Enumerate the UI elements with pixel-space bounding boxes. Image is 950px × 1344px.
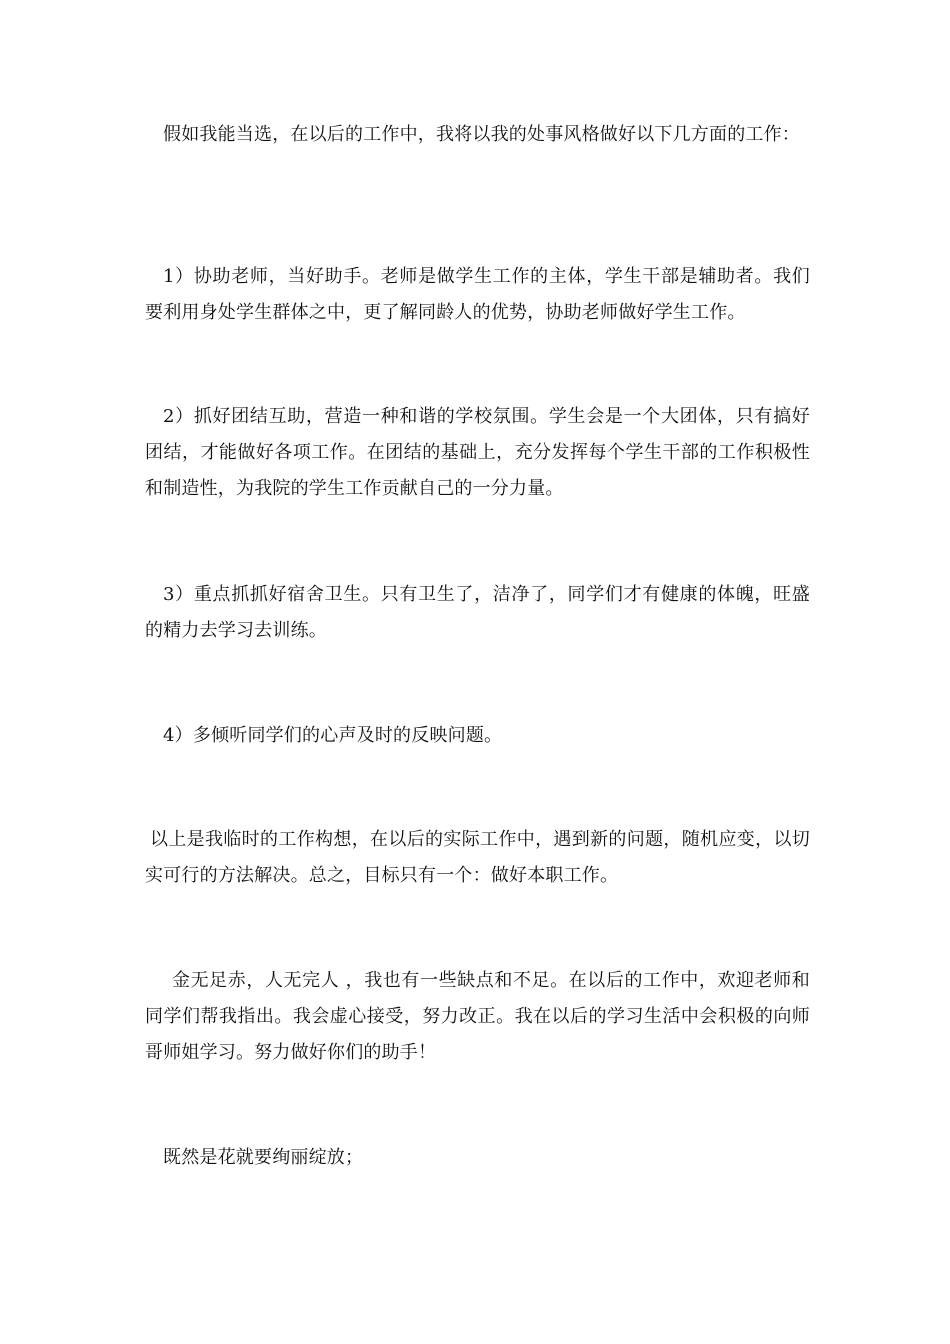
paragraph-summary: 以上是我临时的工作构想，在以后的实际工作中，遇到新的问题，随机应变，以切实可行的方法解决。总之，目标只有一个：做好本职工作。 <box>145 829 810 886</box>
paragraph-intro: 假如我能当选，在以后的工作中，我将以我的处事风格做好以下几方面的工作： <box>163 124 800 145</box>
paragraph-item-4: 4）多倾听同学们的心声及时的反映问题。 <box>163 725 503 746</box>
paragraph-item-1: 1）协助老师，当好助手。老师是做学生工作的主体，学生干部是辅助者。我们要利用身处学生群体之中，更了解同龄人的优势，协助老师做好学生工作。 <box>145 266 810 323</box>
paragraph-closing-line: 既然是花就要绚丽绽放； <box>163 1147 364 1168</box>
paragraph-item-2: 2）抓好团结互助，营造一种和谐的学校氛围。学生会是一个大团体，只有搞好团结，才能做好各项工作。在团结的基础上，充分发挥每个学生干部的工作积极性和制造性，为我院的学生工作贡献自己的一分力量。 <box>145 406 810 499</box>
paragraph-item-3: 3）重点抓抓好宿舍卫生。只有卫生了，洁净了，同学们才有健康的体魄，旺盛的精力去学习去训练。 <box>145 584 810 641</box>
paragraph-self-reflection: 金无足赤，人无完人 ，我也有一些缺点和不足。在以后的工作中，欢迎老师和同学们帮我指出。我会虚心接受，努力改正。我在以后的学习生活中会积极的向师哥师姐学习。努力做好你们的助手！ <box>145 970 810 1063</box>
